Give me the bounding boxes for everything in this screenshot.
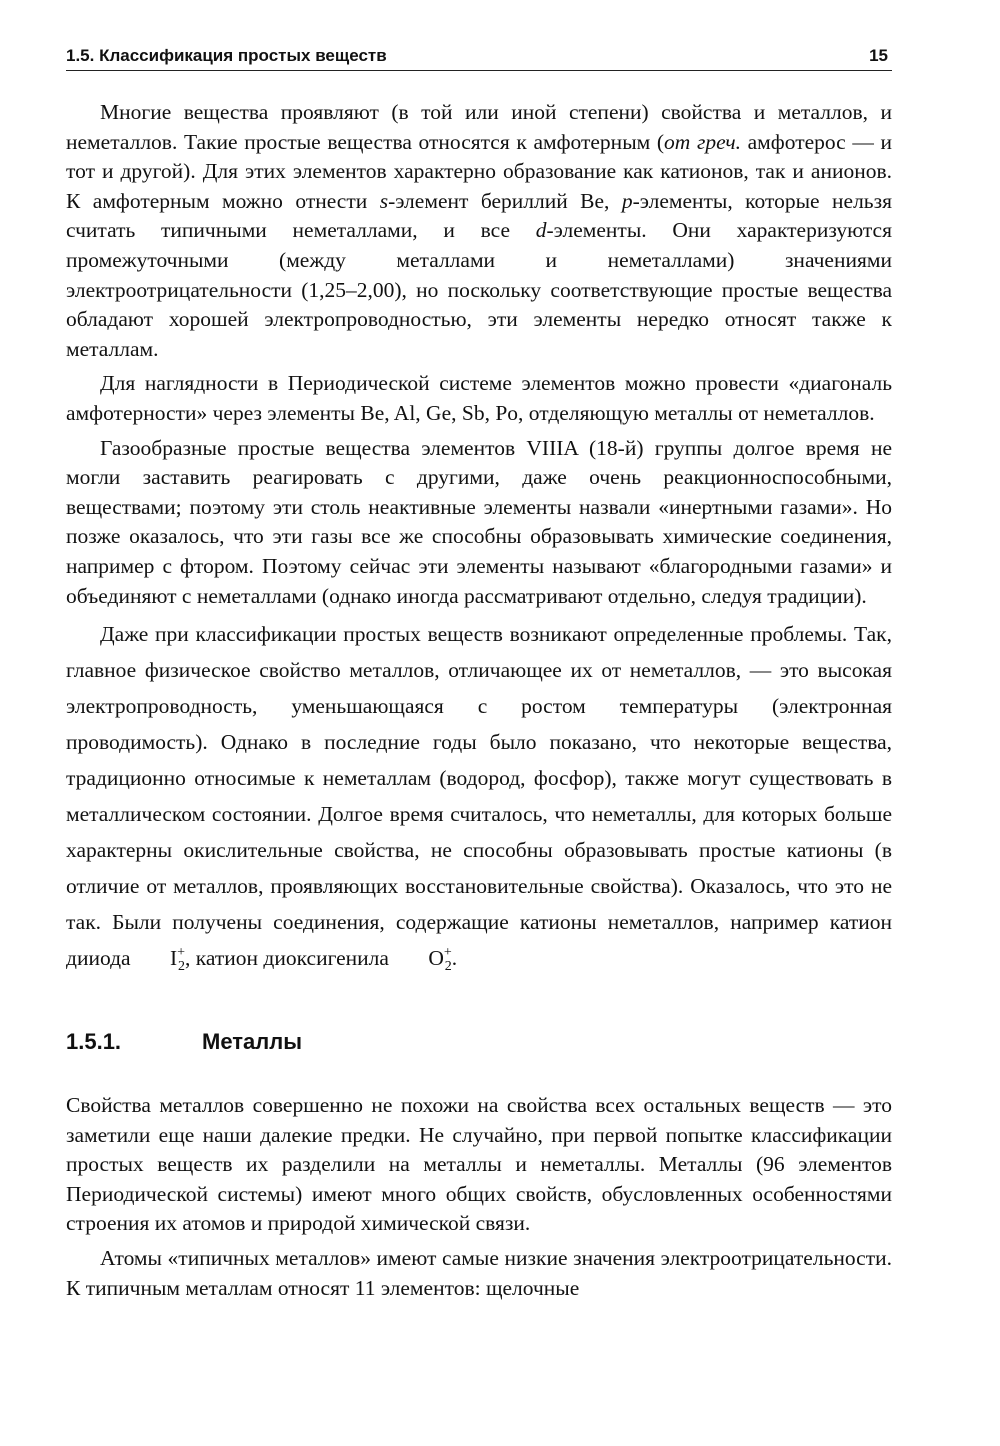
diiodine-cation: $I^+_2$ bbox=[169, 945, 186, 975]
running-title: 1.5. Классификация простых веществ bbox=[66, 46, 387, 65]
page-number: 15 bbox=[869, 46, 888, 65]
paragraph-noble-gases: Газообразные простые вещества элементов VIIIA (18-й) группы долгое время не могли заставить реагировать с другими, даже очень реакционноспособными, веществами; поэтому эти столь неактивные элементы назвали «инертными газами». Но позже оказалось, что эти газы все же способны образовывать химические соединения, например с фтором. Поэтому сейчас эти элементы называют «благородными газами» и объединяют с неметаллами (однако иногда рассматривают отдельно, следуя традиции). bbox=[66, 435, 892, 608]
paragraph-classification-problems: Даже при классификации простых веществ возникают определенные проблемы. Так, главное физическое свойство металлов, отличающее их от неметаллов, — это высокая электропроводность, уменьшающаяся с ростом температуры (электронная проводимость). Однако в последние годы было показано, что некоторые вещества, традиционно относимые к неметаллам (водород, фосфор), также могут существовать в металлическом состоянии. Долгое время считалось, что неметаллы, для которых больше характерны окислительные свойства, не способны образовывать простые катионы (в отличие от металлов, проявляющих восстановительные свойства). Оказалось, что это не так. Были получены соединения, содержащие катионы неметаллов, например катион дииода $I^+_2$, катион диоксигенила $O^+_2$. bbox=[66, 616, 892, 980]
paragraph-metals-intro: Свойства металлов совершенно не похожи на свойства всех остальных веществ — это заметили еще наши далекие предки. Не случайно, при первой попытке классификации простых веществ их разделили на металлы и неметаллы. Металлы (96 элементов Периодической системы) имеют много общих свойств, обусловленных особенностями строения их атомов и природой химической связи. bbox=[66, 1093, 892, 1236]
paragraph-typical-metals: Атомы «типичных металлов» имеют самые низкие значения электроотрицательности. К типичным металлам относят 11 элементов: щелочные bbox=[66, 1246, 892, 1300]
paragraph-diagonal: Для наглядности в Периодической системе элементов можно провести «диагональ амфотерности» через элементы Be, Al, Ge, Sb, Po, отделяющую металлы от неметаллов. bbox=[66, 371, 892, 425]
section-title: Металлы bbox=[202, 1029, 303, 1055]
running-header bbox=[66, 44, 892, 71]
section-heading bbox=[66, 1027, 892, 1057]
paragraph-amphoteric: Многие вещества проявляют (в той или иной степени) свойства и металлов, и неметаллов. Такие простые вещества относятся к амфотерным (от греч. амфотерос — и тот и другой). Для этих элементов характерно образование как катионов, так и анионов. К амфотерным можно отнести s-элемент бериллий Be, p-элементы, которые нельзя считать типичными неметаллами, и все d-элементы. Они характеризуются промежуточными (между металлами и неметаллами) значениями электроотрицательности (1,25–2,00), но поскольку соответствующие простые вещества обладают хорошей электропроводностью, эти элементы нередко относят также к металлам. bbox=[66, 100, 892, 361]
page-body bbox=[66, 98, 892, 1303]
dioxygenyl-cation: $O^+_2$ bbox=[428, 945, 452, 975]
section-number: 1.5.1. bbox=[66, 1029, 122, 1055]
